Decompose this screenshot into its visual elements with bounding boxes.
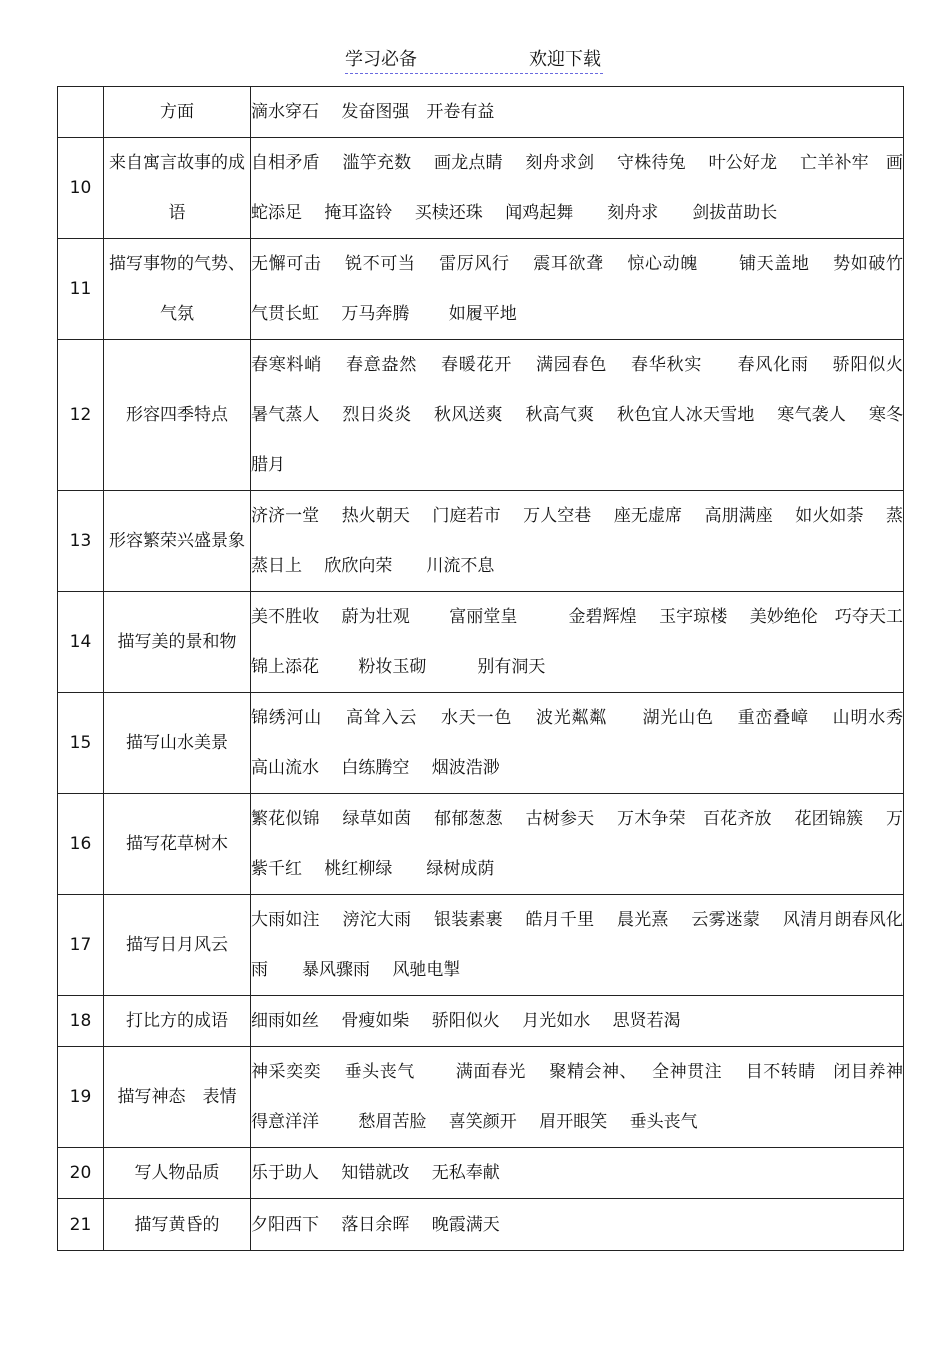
row-number — [58, 87, 104, 138]
row-topic: 描写花草树木 — [104, 794, 251, 895]
row-topic: 描写山水美景 — [104, 693, 251, 794]
row-number: 21 — [58, 1199, 104, 1251]
row-number: 16 — [58, 794, 104, 895]
row-topic: 描写美的景和物 — [104, 592, 251, 693]
table-row — [58, 592, 904, 693]
row-idioms: 无懈可击 锐不可当 雷厉风行 震耳欲聋 惊心动魄 铺天盖地 势如破竹 气贯长虹 万马奔腾 如履平地 — [251, 239, 904, 340]
table-row — [58, 1199, 904, 1251]
row-idioms: 大雨如注 滂沱大雨 银装素裹 皓月千里 晨光熹 云雾迷蒙 风清月朗春风化雨 暴风骤雨 风驰电掣 — [251, 895, 904, 996]
row-idioms: 乐于助人 知错就改 无私奉献 — [251, 1148, 904, 1199]
row-number: 13 — [58, 491, 104, 592]
row-topic: 写人物品质 — [104, 1148, 251, 1199]
idiom-table — [57, 86, 943, 1251]
table-row — [58, 895, 904, 996]
row-number: 20 — [58, 1148, 104, 1199]
row-number: 14 — [58, 592, 104, 693]
row-topic: 方面 — [104, 87, 251, 138]
idiom-table-body — [58, 87, 943, 1251]
row-idioms: 春寒料峭 春意盎然 春暖花开 满园春色 春华秋实 春风化雨 骄阳似火 暑气蒸人 烈日炎炎 秋风送爽 秋高气爽 秋色宜人冰天雪地 寒气袭人 寒冬腊月 — [251, 340, 904, 491]
row-topic: 来自寓言故事的成语 — [104, 138, 251, 239]
table-row — [58, 239, 904, 340]
row-number: 10 — [58, 138, 104, 239]
row-number: 12 — [58, 340, 104, 491]
row-idioms: 自相矛盾 滥竽充数 画龙点睛 刻舟求剑 守株待兔 叶公好龙 亡羊补牢 画蛇添足 掩耳盗铃 买椟还珠 闻鸡起舞 刻舟求 剑拔苗助长 — [251, 138, 904, 239]
row-number: 17 — [58, 895, 104, 996]
row-idioms: 济济一堂 热火朝天 门庭若市 万人空巷 座无虚席 高朋满座 如火如荼 蒸蒸日上 欣欣向荣 川流不息 — [251, 491, 904, 592]
row-idioms: 神采奕奕 垂头丧气 满面春光 聚精会神、 全神贯注 目不转睛 闭目养神 得意洋洋 愁眉苦脸 喜笑颜开 眉开眼笑 垂头丧气 — [251, 1047, 904, 1148]
row-topic: 描写事物的气势、气氛 — [104, 239, 251, 340]
row-idioms: 美不胜收 蔚为壮观 富丽堂皇 金碧辉煌 玉宇琼楼 美妙绝伦 巧夺天工 锦上添花 粉妆玉砌 别有洞天 — [251, 592, 904, 693]
row-number: 15 — [58, 693, 104, 794]
row-topic: 描写黄昏的 — [104, 1199, 251, 1251]
row-number: 18 — [58, 996, 104, 1047]
row-number: 11 — [58, 239, 104, 340]
row-topic: 形容繁荣兴盛景象 — [104, 491, 251, 592]
row-idioms: 细雨如丝 骨瘦如柴 骄阳似火 月光如水 思贤若渴 — [251, 996, 904, 1047]
table-row — [58, 693, 904, 794]
table-row — [58, 491, 904, 592]
table-row — [58, 138, 904, 239]
header-right-text: 欢迎下载 — [529, 49, 601, 70]
table-row — [58, 794, 904, 895]
table-row — [58, 340, 904, 491]
row-number: 19 — [58, 1047, 104, 1148]
row-idioms: 繁花似锦 绿草如茵 郁郁葱葱 古树参天 万木争荣 百花齐放 花团锦簇 万紫千红 桃红柳绿 绿树成荫 — [251, 794, 904, 895]
table-row — [58, 87, 904, 138]
row-topic: 描写日月风云 — [104, 895, 251, 996]
row-idioms: 滴水穿石 发奋图强 开卷有益 — [251, 87, 904, 138]
row-topic: 描写神态 表情 — [104, 1047, 251, 1148]
row-idioms: 锦绣河山 高耸入云 水天一色 波光粼粼 湖光山色 重峦叠嶂 山明水秀 高山流水 白练腾空 烟波浩渺 — [251, 693, 904, 794]
table-row — [58, 1148, 904, 1199]
table-row — [58, 996, 904, 1047]
row-idioms: 夕阳西下 落日余晖 晚霞满天 — [251, 1199, 904, 1251]
header-left-text: 学习必备 — [345, 49, 417, 70]
row-topic: 形容四季特点 — [104, 340, 251, 491]
page-header — [345, 47, 603, 74]
row-topic: 打比方的成语 — [104, 996, 251, 1047]
table-row — [58, 1047, 904, 1148]
